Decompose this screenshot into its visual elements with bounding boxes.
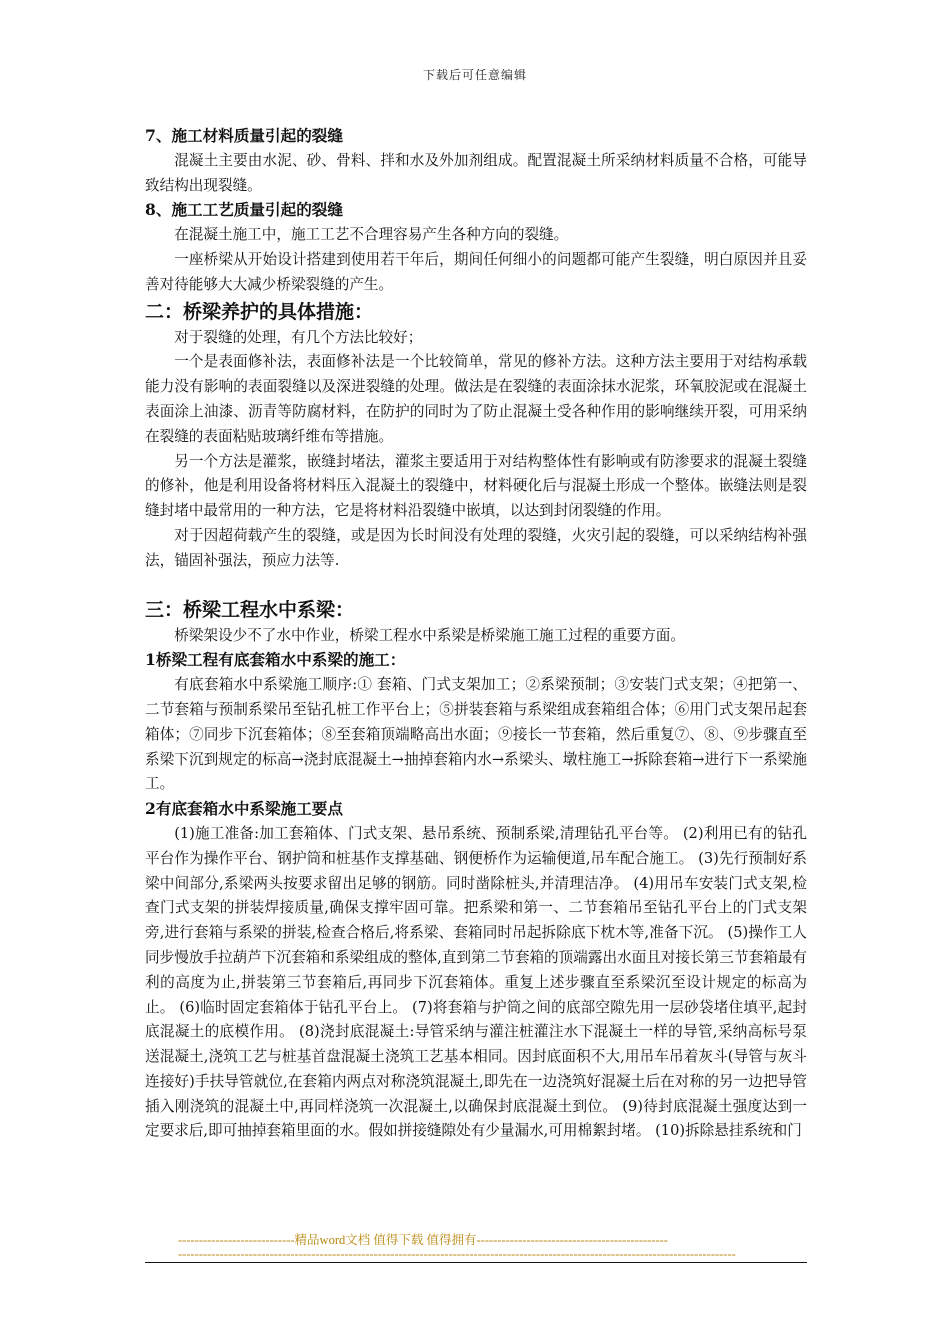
section-heading-8: 8、施工工艺质量引起的裂缝 xyxy=(145,200,343,220)
footer-banner: ----------------------------精品word文档 值得下载 值得拥有---------------------------------------------- xyxy=(178,1233,668,1247)
paragraph: 一个是表面修补法，表面修补法是一个比较简单，常见的修补方法。这种方法主要用于对结构承载能力没有影响的表面裂缝以及深进裂缝的处理。做法是在裂缝的表面涂抹水泥浆，环氧胶泥或在混凝土表面涂上油漆、沥青等防腐材料，在防护的同时为了防止混凝土受各种作用的影响继续开裂，可用采纳在裂缝的表面粘贴玻璃纤维布等措施。 xyxy=(145,353,807,445)
paragraph: (1)施工准备:加工套箱体、门式支架、悬吊系统、预制系梁,清理钻孔平台等。 (2)利用已有的钻孔平台作为操作平台、钢护筒和桩基作支撑基础、钢便桥作为运输便道,吊车配合施工。 (3)先行预制好系梁中间部分,系梁两头按要求留出足够的钢筋。同时凿除桩头,并清理洁净。 (4)用吊车安装门式支架,检查门式支架的拼装焊接质量,确保支撑牢固可靠。把系梁和第一、二节套箱吊至钻孔平台上的门式支架旁,进行套箱与系梁的拼装,检查合格后,将系梁、套箱同时吊起拆除底下枕木等,准备下沉。 (5)操作工人同步慢放手拉葫芦下沉套箱和系梁组成的整体,直到第二节套箱的顶端露出水面且对接长第三节套箱最有利的高度为止,拼装第三节套箱后,再同步下沉套箱体。重复上述步骤直至系梁沉至设计规定的标高为止。 (6)临时固定套箱体于钻孔平台上。 (7)将套箱与护筒之间的底部空隙先用一层砂袋堵住填平,起封底混凝土的底模作用。 (8)浇封底混凝土:导管采纳与灌注桩灌注水下混凝土一样的导管,采纳高标号泵送混凝土,浇筑工艺与桩基首盘混凝土浇筑工艺基本相同。因封底面积不大,用吊车吊着灰斗(导管与灰斗连接好)手扶导管就位,在套箱内两点对称浇筑混凝土,即先在一边浇筑好混凝土后在对称的另一边把导管插入刚浇筑的混凝土中,再同样浇筑一次混凝土,以确保封底混凝土到位。 (9)待封底混凝土强度达到一定要求后,即可抽掉套箱里面的水。假如拼接缝隙处有少量漏水,可用棉絮封堵。 (10)拆除悬挂系统和门 xyxy=(145,824,807,1140)
paragraph: 一座桥梁从开始设计搭建到使用若干年后，期间任何细小的问题都可能产生裂缝，明白原因并且妥善对待能够大大减少桥梁裂缝的产生。 xyxy=(145,250,807,293)
paragraph: 桥梁架设少不了水中作业，桥梁工程水中系梁是桥梁施工施工过程的重要方面。 xyxy=(174,626,685,644)
footer-divider xyxy=(145,1262,807,1263)
paragraph: 有底套箱水中系梁施工顺序:① 套箱、门式支架加工；②系梁预制；③安装门式支架；④把第一、二节套箱与预制系梁吊至钻孔桩工作平台上；⑤拼装套箱与系梁组成套箱组合体；⑥用门式支架吊起套箱体；⑦同步下沉套箱体；⑧至套箱顶端略高出水面；⑨接长一节套箱，然后重复⑦、⑧、⑨步骤直至系梁下沉到规定的标高→浇封底混凝土→抽掉套箱内水→系梁头、墩柱施工→拆除套箱→进行下一系梁施工。 xyxy=(145,676,807,793)
footer-dashes: -------------------------------------------------------------------------------------------------------------------------------------- xyxy=(178,1247,736,1261)
paragraph: 混凝土主要由水泥、砂、骨料、拌和水及外加剂组成。配置混凝土所采纳材料质量不合格，可能导致结构出现裂缝。 xyxy=(145,151,807,194)
chapter-heading-2: 二：桥梁养护的具体措施： xyxy=(145,300,374,323)
section-heading-3-2: 2有底套箱水中系梁施工要点 xyxy=(145,799,343,819)
section-heading-7: 7、施工材料质量引起的裂缝 xyxy=(145,126,343,145)
paragraph: 在混凝土施工中，施工工艺不合理容易产生各种方向的裂缝。 xyxy=(174,226,569,244)
page-header: 下载后可任意编辑 xyxy=(422,68,527,82)
paragraph: 对于因超荷载产生的裂缝，或是因为长时间没有处理的裂缝，火灾引起的裂缝，可以采纳结构补强法，锚固补强法，预应力法等. xyxy=(145,526,807,569)
section-heading-3-1: 1桥梁工程有底套箱水中系梁的施工： xyxy=(145,650,406,670)
chapter-heading-3: 三：桥梁工程水中系梁： xyxy=(145,598,355,621)
paragraph: 另一个方法是灌浆，嵌缝封堵法，灌浆主要适用于对结构整体性有影响或有防渗要求的混凝土裂缝的修补，他是利用设备将材料压入混凝土的裂缝中，材料硬化后与混凝土形成一个整体。嵌缝法则是裂缝封堵中最常用的一种方法，它是将材料沿裂缝中嵌填，以达到封闭裂缝的作用。 xyxy=(145,452,807,520)
paragraph: 对于裂缝的处理，有几个方法比较好； xyxy=(174,328,423,346)
spacer xyxy=(145,574,807,596)
document-body xyxy=(145,124,807,1144)
